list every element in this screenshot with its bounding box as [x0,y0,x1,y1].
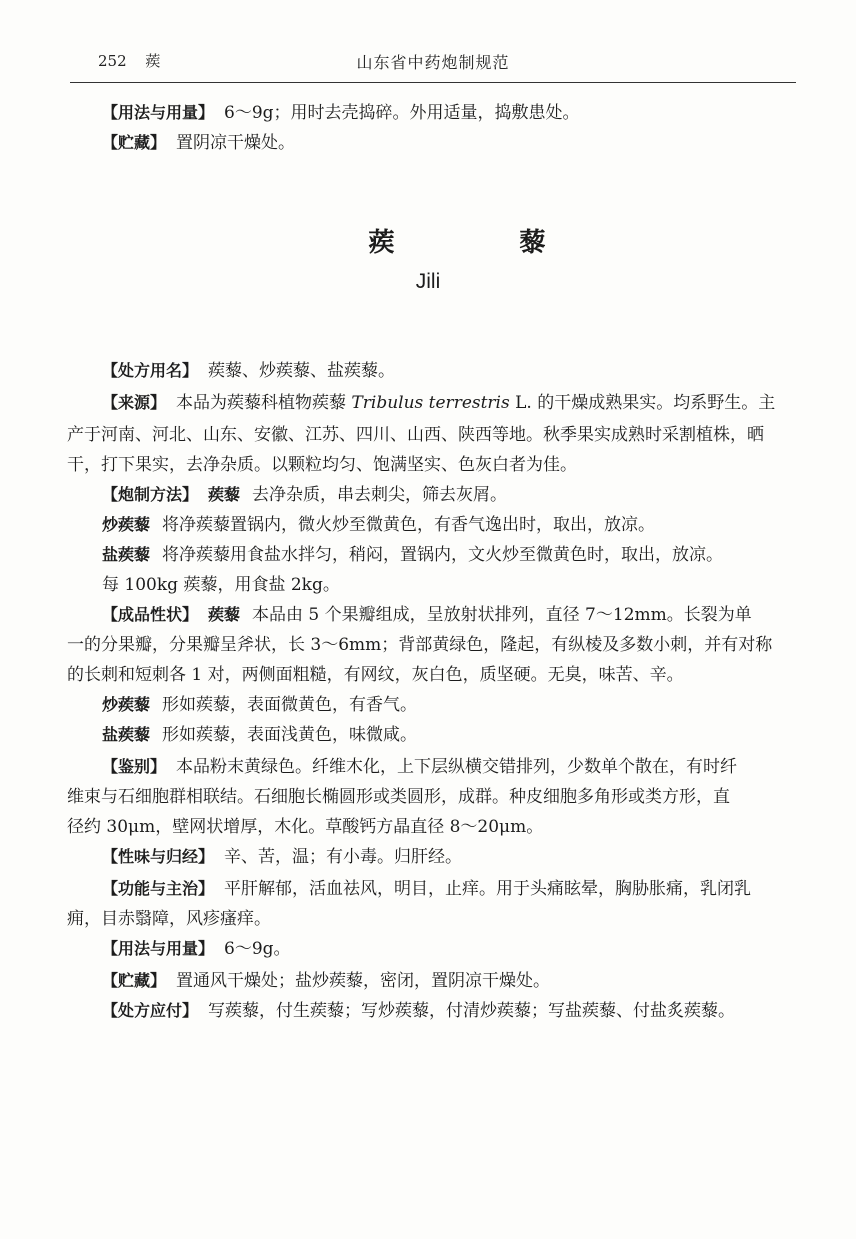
usage-label: 【用法与用量】 [102,939,215,958]
storage-line [102,966,792,996]
dispense-line [102,996,792,1026]
storage-text: 置通风干燥处；盐炒蒺藜，密闭，置阴凉干燥处。 [176,971,551,991]
usage-line [102,934,792,964]
rx-names-line [102,356,792,386]
entry-pinyin: Jili [415,270,441,293]
nature-text: 辛、苦，温；有小毒。归肝经。 [224,847,463,867]
dispense-label: 【处方应付】 [102,1001,199,1020]
storage-label: 【贮藏】 [102,971,167,990]
source-line-2: 产于河南、河北、山东、安徽、江苏、四川、山西、陕西等地。秋季果实成熟时采割植株，晒 [67,425,764,445]
dispense-text: 写蒺藜，付生蒺藜；写炒蒺藜，付清炒蒺藜；写盐蒺藜、付盐炙蒺藜。 [208,1001,736,1021]
ident-line-3: 径约 30μm，壁网状增厚，木化。草酸钙方晶直径 8～20μm。 [67,817,544,837]
traits-line-1 [102,600,792,630]
process-text-raw: 去净杂质，串去刺尖，筛去灰屑。 [252,485,508,505]
function-label: 【功能与主治】 [102,879,215,898]
ident-line-2: 维束与石细胞群相联结。石细胞长椭圆形或类圆形，成群。种皮细胞多角形或类方形，直 [67,787,730,807]
process-sub-salt: 盐蒺藜 [102,545,151,564]
function-line-2: 痈，目赤翳障，风疹瘙痒。 [67,909,271,929]
prev-storage-label: 【贮藏】 [102,133,167,152]
source-text-a: 本品为蒺藜科植物蒺藜 [176,393,347,413]
prev-usage-line [102,98,792,128]
ident-label: 【鉴别】 [102,757,167,776]
process-sub-fried: 炒蒺藜 [102,515,151,534]
source-line-3: 干，打下果实，去净杂质。以颗粒均匀、饱满坚实、色灰白者为佳。 [67,455,577,475]
traits-label: 【成品性状】 [102,605,199,624]
traits-line-2: 一的分果瓣，分果瓣呈斧状，长 3～6mm；背部黄绿色，隆起，有纵棱及多数小刺，并有对称 [67,635,773,655]
prev-usage-text: 6～9g；用时去壳捣碎。外用适量，捣敷患处。 [224,103,580,123]
traits-fried-line [102,690,792,720]
traits-sub-raw: 蒺藜 [208,605,241,624]
ident-text-1: 本品粉末黄绿色。纤维木化，上下层纵横交错排列，少数单个散在，有时纤 [176,757,738,777]
usage-text: 6～9g。 [224,939,291,959]
prev-storage-line [102,128,792,158]
process-text-fried: 将净蒺藜置锅内，微火炒至微黄色，有香气逸出时，取出，放凉。 [162,515,656,535]
traits-line-3: 的长刺和短刺各 1 对，两侧面粗糙，有网纹，灰白色，质坚硬。无臭，味苦、辛。 [67,665,684,685]
ident-line-1 [102,752,792,782]
process-text-salt: 将净蒺藜用食盐水拌匀，稍闷，置锅内，文火炒至微黄色时，取出，放凉。 [162,545,724,565]
process-line-3 [102,540,792,570]
traits-salt-line [102,720,792,750]
nature-label: 【性味与归经】 [102,847,215,866]
page-header [70,46,796,83]
traits-sub-fried: 炒蒺藜 [102,695,151,714]
prev-storage-text: 置阴凉干燥处。 [176,133,296,153]
rx-names-text: 蒺藜、炒蒺藜、盐蒺藜。 [208,361,396,381]
traits-text-salt: 形如蒺藜，表面浅黄色，味微咸。 [162,725,418,745]
function-line-1 [102,874,792,904]
nature-line [102,842,792,872]
book-title: 山东省中药炮制规范 [356,53,510,72]
function-text-1: 平肝解郁，活血祛风，明目，止痒。用于头痛眩晕，胸胁胀痛，乳闭乳 [224,879,752,899]
prev-usage-label: 【用法与用量】 [102,103,215,122]
section-character: 蒺 [145,52,161,70]
page-number: 252 [98,52,127,70]
process-line-1 [102,480,792,510]
traits-text-fried: 形如蒺藜，表面微黄色，有香气。 [162,695,418,715]
source-text-b: L. 的干燥成熟果实。均系野生。主 [509,393,776,413]
traits-sub-salt: 盐蒺藜 [102,725,151,744]
entry-title: 蒺 藜 [368,228,604,258]
process-note: 每 100kg 蒺藜，用食盐 2kg。 [102,575,340,595]
source-line-1 [102,388,792,418]
rx-names-label: 【处方用名】 [102,361,199,380]
process-sub-raw: 蒺藜 [208,485,241,504]
process-line-2 [102,510,792,540]
process-label: 【炮制方法】 [102,485,199,504]
source-label: 【来源】 [102,393,167,412]
source-latin-name: Tribulus terrestris [351,393,510,413]
traits-text-1: 本品由 5 个果瓣组成，呈放射状排列，直径 7～12mm。长裂为单 [252,605,752,625]
